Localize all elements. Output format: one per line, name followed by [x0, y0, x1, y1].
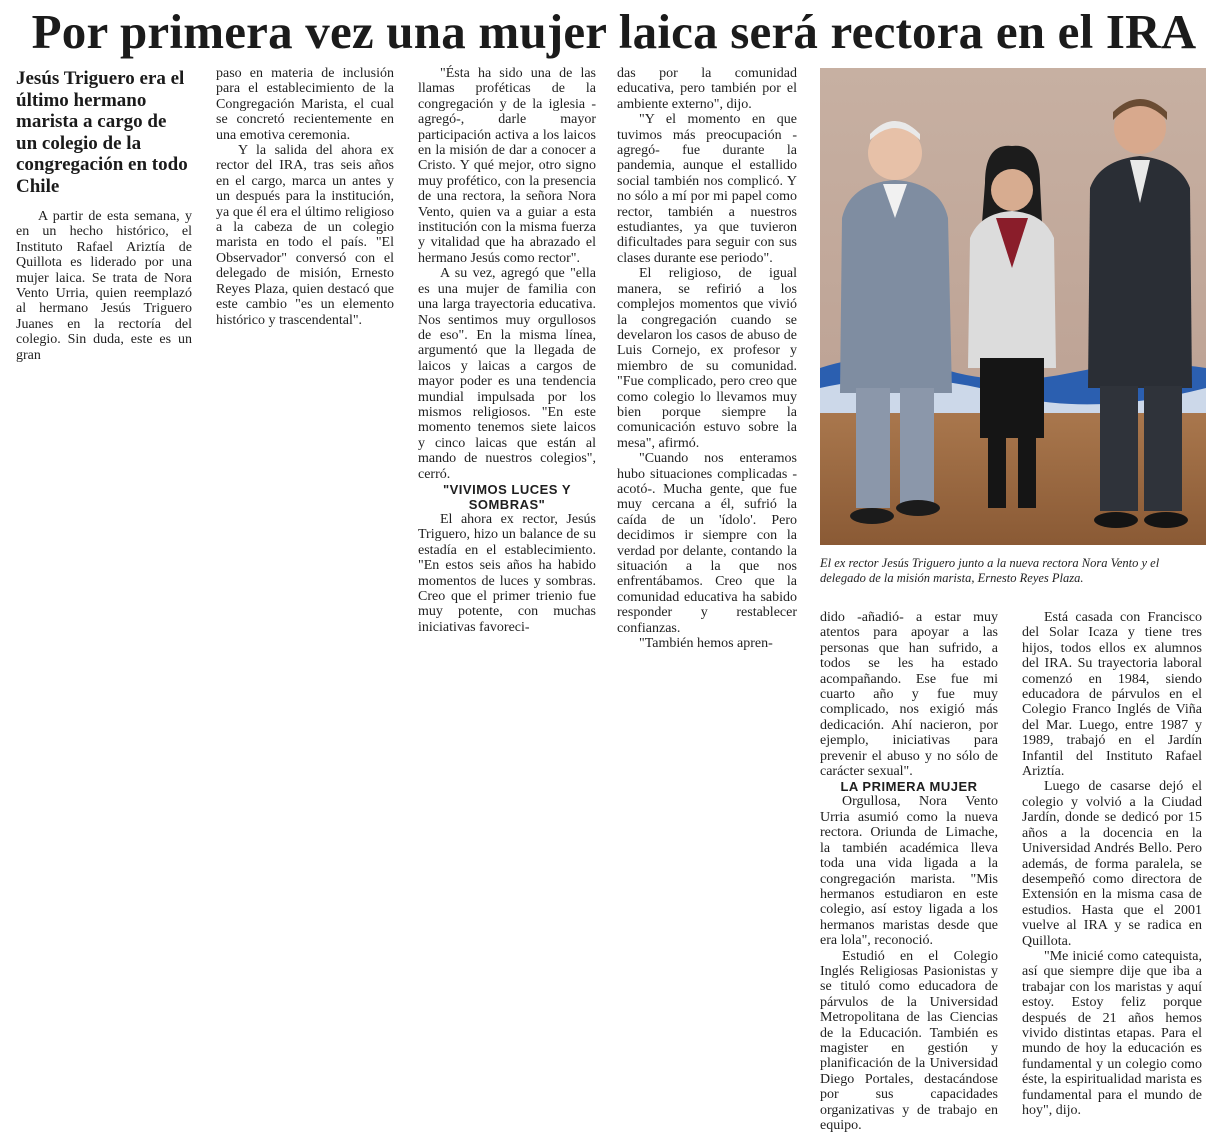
body-paragraph: Orgullosa, Nora Vento Urria asumió como la nueva rectora. Oriunda de Limache, la también académica lleva toda una vida ligada a la congregación marista. "Mis hermanos estudiaron en este colegio, así estoy ligada a los hermanos maristas desde que era lola", reconoció.	[820, 794, 998, 949]
column-6	[1022, 610, 1202, 1118]
body-paragraph: dido -añadió- a estar muy atentos para apoyar a las personas que han sufrido, a todos se les ha estado acompañando. Ese fue mi cuarto año y fue muy complicado, nos exigió más dedicación. Ahí nacieron, por ejemplo, iniciativas para prevenir el abuso y no sólo de carácter sexual".	[820, 610, 998, 780]
column-4	[617, 66, 797, 651]
body-paragraph: "Cuando nos enteramos hubo situaciones complicadas -acotó-. Mucha gente, que fue muy cercana a él, sufrió la caída de un 'ídolo'. Pero decidimos ir siempre con la verdad por delante, contando la situación a la que nos enfrentábamos. Creo que la comunidad educativa ha sabido responder y restablecer confianzas.	[617, 451, 797, 636]
body-paragraph: A partir de esta semana, y en un hecho histórico, el Instituto Rafael Ariztía de Quillota es liderado por una mujer laica. Se trata de Nora Vento Urria, quien reemplazó al hermano Jesús Triguero Juanes en la rectoría del colegio. Sin duda, este es un gran	[16, 209, 192, 363]
body-paragraph: das por la comunidad educativa, pero también por el ambiente externo", dijo.	[617, 66, 797, 112]
column-3	[418, 66, 596, 635]
body-paragraph: Y la salida del ahora ex rector del IRA, tras seis años en el cargo, marca un antes y un después para la institución, ya que él era el último religioso a la cabeza de un colegio marista en todo el país. "El Observador" conversó con el delegado de misión, Ernesto Reyes Plaza, quien destacó que este cambio "es un elemento histórico y trascendental".	[216, 143, 394, 328]
article-photo	[820, 68, 1206, 545]
photo-illustration	[820, 68, 1206, 545]
body-paragraph: Luego de casarse dejó el colegio y volvió a la Ciudad Jardín, donde se dedicó por 15 años a la docencia en la Universidad Andrés Bello. Pero además, de forma paralela, se desempeñó como directora de Extensión en la misma casa de estudios. Hasta que el 2001 vuelve al IRA y se radica en Quillota.	[1022, 779, 1202, 949]
body-paragraph: Está casada con Francisco del Solar Icaza y tiene tres hijos, todos ellos ex alumnos del IRA. Su trayectoria laboral comenzó en 1984, siendo educadora de párvulos en el Colegio Franco Inglés de Viña del Mar. Luego, entre 1987 y 1989, trabajó en el Jardín Infantil del Instituto Rafael Ariztía.	[1022, 610, 1202, 780]
subheadline: Jesús Triguero era el último hermano marista a cargo de un colegio de la congregación en todo Chile	[16, 68, 188, 197]
body-paragraph: "Ésta ha sido una de las llamas proféticas de la congregación y de la iglesia -agregó-, darle mayor participación activa a los laicos en la misión de dar a conocer a Cristo. Y qué mejor, otro signo muy profético, con la presencia de una rectora, la señora Nora Vento, quien va a guiar a esta institución con la misma fuerza y vitalidad que ha abrazado el hermano Jesús como rector".	[418, 66, 596, 266]
section-heading-primera-mujer: LA PRIMERA MUJER	[840, 779, 978, 795]
column-1	[16, 66, 192, 363]
body-paragraph: El religioso, de igual manera, se refirió a los complejos momentos que vivió la congregación cuando se develaron los casos de abuso de Luis Cornejo, ex profesor y miembro de su comunidad. "Fue complicado, pero creo que como colegio lo llevamos muy bien porque siempre la comunicación estuvo sobre la mesa", afirmó.	[617, 266, 797, 451]
photo-caption: El ex rector Jesús Triguero junto a la nueva rectora Nora Vento y el delegado de la misión marista, Ernesto Reyes Plaza.	[820, 556, 1160, 585]
body-paragraph: paso en materia de inclusión para el establecimiento de la Congregación Marista, el cual se concretó recientemente en una emotiva ceremonia.	[216, 66, 394, 143]
column-2	[216, 66, 394, 328]
section-heading-luces-sombras: "VIVIMOS LUCES Y SOMBRAS"	[442, 481, 572, 512]
body-paragraph: A su vez, agregó que "ella es una mujer de familia con una larga trayectoria educativa. Nos sentimos muy orgullosos de eso". En la misma línea, argumentó que la llegada de laicos y laicas a cargos de mayor poder es una tendencia mundial impulsada por los mismos religiosos. "En este momento tenemos siete laicos y cinco laicas que están al mando de nuestros colegios", cerró.	[418, 266, 596, 482]
body-paragraph: Estudió en el Colegio Inglés Religiosas Pasionistas y se tituló como educadora de párvulos de la Universidad Metropolitana de las Ciencias de la Educación. También es magister en gestión y planificación de la Universidad Diego Portales, destacándose por sus capacidades organizativas y de trabajo en equipo.	[820, 948, 998, 1133]
headline: Por primera vez una mujer laica será rectora en el IRA	[31, 4, 1197, 59]
body-paragraph: "Me inicié como catequista, así que siempre dije que iba a trabajar con los maristas y aquí estoy. Estoy feliz porque después de 21 años hemos vivido distintas etapas. Para el mundo de hoy la educación es fundamental y un colegio como éste, la espiritualidad marista es fundamental para el mundo de hoy", dijo.	[1022, 948, 1202, 1118]
column-5	[820, 610, 998, 1133]
body-paragraph: El ahora ex rector, Jesús Triguero, hizo un balance de su estadía en el establecimiento. "En estos seis años ha habido momentos de luces y sombras. Creo que el primer trienio fue muy potente, con muchas iniciativas favoreci-	[418, 511, 596, 635]
body-paragraph: "También hemos apren-	[639, 636, 773, 652]
body-paragraph: "Y el momento en que tuvimos más preocupación -agregó- fue durante la pandemia, aunque el estallido social también nos complicó. Y no sólo a mí por mi papel como rector, también a nuestros estudiantes, ya que tuvieron dificultades para seguir con sus clases durante ese periodo".	[617, 112, 797, 266]
